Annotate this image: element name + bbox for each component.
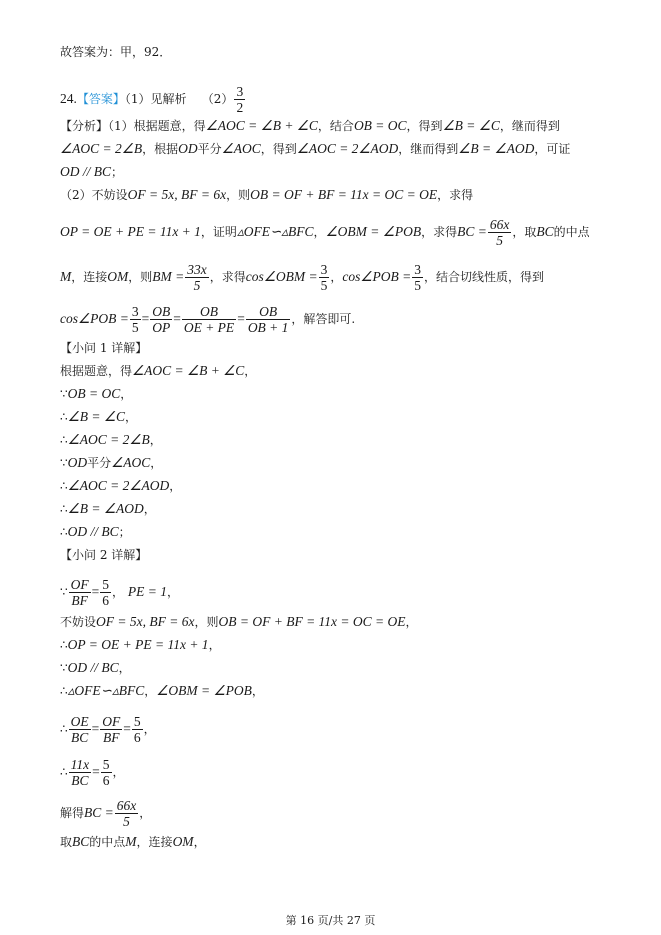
solution-line	[60, 478, 181, 494]
math: ∠AOC = 2∠B	[60, 141, 143, 156]
part2-label: （2）	[201, 92, 234, 106]
text: ，根据	[142, 142, 179, 156]
solution-line	[60, 637, 221, 653]
therefore-symbol: ∴	[60, 765, 68, 779]
fraction	[100, 714, 122, 745]
text: 解得	[60, 806, 85, 820]
text: ，	[124, 410, 137, 424]
equals: =	[141, 311, 150, 326]
because-symbol: ∵	[60, 387, 68, 401]
text: ，证明	[200, 225, 237, 239]
because-symbol: ∵	[60, 661, 68, 675]
math: BC =	[84, 805, 114, 820]
solution-line	[60, 524, 131, 540]
math: M	[125, 834, 137, 849]
text: ，连接	[71, 270, 108, 284]
fraction	[150, 304, 172, 335]
heading: 【小问 1 详解】	[60, 341, 148, 355]
heading: 【小问 2 详解】	[60, 548, 148, 562]
denominator: 6	[102, 773, 110, 788]
text: ；	[111, 165, 124, 179]
fraction	[412, 262, 423, 293]
denominator: BF	[71, 593, 88, 608]
analysis-line-5	[60, 217, 590, 248]
denominator: 5	[123, 814, 130, 829]
text: 平分	[87, 456, 112, 470]
therefore-symbol: ∴	[60, 479, 68, 493]
text: 故答案为：甲，92．	[60, 45, 172, 59]
math: OF = 5x, BF = 6x	[127, 187, 227, 202]
fraction	[69, 757, 92, 788]
math: OD	[67, 455, 88, 470]
text: 不妨设	[60, 615, 97, 629]
numerator: OB	[152, 304, 171, 319]
text: ，	[139, 806, 152, 820]
text: ，得到	[406, 119, 443, 133]
part1-answer: （1）见解析	[124, 92, 187, 106]
fraction	[185, 262, 209, 293]
because-symbol: ∵	[60, 585, 68, 599]
numerator: 33x	[187, 262, 207, 277]
numerator: 5	[102, 757, 110, 772]
text: ，	[193, 835, 206, 849]
text: ，	[244, 364, 257, 378]
denominator: BF	[103, 730, 120, 745]
analysis-line-6	[60, 262, 544, 293]
text: ，	[112, 585, 125, 599]
fraction	[115, 798, 139, 829]
solution-line	[60, 409, 137, 425]
page-footer: 第 16 页/共 27 页	[285, 914, 376, 927]
numerator: 66x	[116, 798, 137, 813]
math: PE = 1	[127, 584, 167, 599]
fraction	[234, 84, 245, 115]
denominator: 5	[131, 320, 139, 335]
text: 平分	[197, 142, 222, 156]
solution-line	[60, 714, 156, 745]
fraction	[69, 577, 91, 608]
solution-line	[60, 386, 132, 402]
numerator: 3	[320, 262, 328, 277]
math: OD // BC	[60, 164, 112, 179]
numerator: 5	[133, 714, 141, 729]
math: OM	[172, 834, 194, 849]
text: 取	[60, 835, 73, 849]
fraction	[319, 262, 330, 293]
solution-line	[60, 614, 418, 630]
text: ，	[313, 225, 326, 239]
text: ；	[118, 525, 131, 539]
therefore-symbol: ∴	[60, 525, 68, 539]
solution-line	[60, 683, 264, 699]
numerator: 5	[102, 577, 110, 592]
solution-line	[60, 501, 156, 517]
math: OF = 5x, BF = 6x	[96, 614, 195, 629]
math: ∠AOC = ∠B + ∠C	[132, 363, 245, 378]
text: ，求得	[437, 188, 474, 202]
therefore-symbol: ∴	[60, 410, 68, 424]
denominator: BC	[71, 773, 89, 788]
text: 的中点	[553, 225, 590, 239]
text: ，求得	[421, 225, 458, 239]
text: ，	[405, 615, 418, 629]
because-symbol: ∵	[60, 456, 68, 470]
fraction	[488, 217, 512, 248]
text: ，则	[226, 188, 251, 202]
denominator: 6	[102, 593, 110, 608]
denominator: 5	[496, 233, 504, 248]
text: ，	[144, 684, 157, 698]
solution-line	[60, 834, 206, 850]
fraction	[182, 304, 236, 335]
math: cos∠OBM =	[245, 269, 318, 284]
text: ，	[150, 456, 163, 470]
math: ∠B = ∠C	[442, 118, 500, 133]
math: OB = OF + BF = 11x = OC = OE	[218, 614, 406, 629]
fraction	[100, 577, 111, 608]
numerator: OB	[246, 304, 291, 320]
section-heading-part2	[60, 547, 147, 563]
therefore-symbol: ∴	[60, 684, 68, 698]
denominator: 6	[133, 730, 141, 745]
math: M	[60, 269, 72, 284]
math: ∠B = ∠AOD	[458, 141, 535, 156]
denominator: 5	[414, 278, 421, 293]
numerator: OE	[70, 714, 89, 729]
math: cos∠POB =	[342, 269, 412, 284]
numerator: 3	[236, 84, 244, 99]
fraction	[246, 304, 291, 335]
solution-line	[60, 798, 151, 829]
text: ，	[208, 638, 221, 652]
numerator: 66x	[489, 217, 510, 232]
text: ，解答即可.	[291, 312, 356, 326]
text: ，	[143, 722, 156, 736]
analysis-line-2	[60, 141, 570, 157]
solution-line	[60, 363, 256, 379]
math: ∠AOC = 2∠B	[67, 432, 150, 447]
math: ∠AOC = 2∠AOD	[296, 141, 399, 156]
therefore-symbol: ∴	[60, 502, 68, 516]
math: OD // BC	[67, 524, 119, 539]
text: ，取	[512, 225, 537, 239]
equals: =	[237, 311, 245, 326]
text: ，	[330, 270, 343, 284]
fraction	[69, 714, 91, 745]
math: OP = OE + PE = 11x + 1	[60, 224, 201, 239]
text: 【分析】（1）根据题意，得	[60, 119, 206, 133]
math: BC =	[457, 224, 487, 239]
text: ，	[251, 684, 264, 698]
solution-line	[60, 757, 125, 788]
denominator: OE + PE	[183, 320, 235, 335]
text: ，继而得到	[499, 119, 560, 133]
numerator: OB	[182, 304, 236, 320]
math: ∠OBM = ∠POB	[325, 224, 422, 239]
denominator: BC	[71, 730, 89, 745]
text: 的中点	[89, 835, 126, 849]
math: ∠OBM = ∠POB	[156, 683, 252, 698]
answer-tag: 【答案】	[76, 92, 125, 106]
therefore-symbol: ∴	[60, 433, 68, 447]
solution-line	[60, 455, 162, 471]
text: ，可证	[534, 142, 571, 156]
denominator: OB + 1	[247, 320, 289, 335]
analysis-line-3	[60, 164, 123, 180]
text: ，则	[194, 615, 219, 629]
text: ，结合切线性质，得到	[423, 270, 544, 284]
text: ，	[120, 387, 133, 401]
math: OP = OE + PE = 11x + 1	[67, 637, 209, 652]
math: OB = OF + BF = 11x = OC = OE	[250, 187, 438, 202]
math: ∠AOC = ∠B + ∠C	[205, 118, 318, 133]
text: ，结合	[317, 119, 354, 133]
numerator: OF	[70, 577, 89, 592]
answer-conclusion	[60, 44, 171, 60]
math: ▵OFE∽▵BFC	[67, 683, 145, 698]
solution-line	[60, 660, 131, 676]
text: ，则	[128, 270, 153, 284]
math: ∠AOC	[221, 141, 261, 156]
math: OD // BC	[67, 660, 119, 675]
math: ∠AOC	[111, 455, 151, 470]
equals: =	[91, 584, 100, 599]
question-number: 24.	[60, 91, 77, 106]
text: ，求得	[209, 270, 246, 284]
text: 根据题意，得	[60, 364, 133, 378]
equals: =	[91, 721, 100, 736]
therefore-symbol: ∴	[60, 638, 68, 652]
analysis-line-4	[60, 187, 473, 203]
equals: =	[173, 311, 181, 326]
analysis-line-1	[60, 118, 560, 134]
numerator: 3	[414, 262, 421, 277]
question-24-answer	[60, 84, 246, 115]
math: cos∠POB =	[60, 311, 129, 326]
solution-line	[60, 577, 179, 608]
denominator: OP	[152, 320, 171, 335]
text: ，继而得到	[398, 142, 459, 156]
math: BM =	[152, 269, 185, 284]
denominator: 2	[236, 100, 244, 115]
math: OB = OC	[67, 386, 121, 401]
text: （2）不妨设	[60, 188, 128, 202]
text: ，	[118, 661, 131, 675]
math: OM	[107, 269, 129, 284]
therefore-symbol: ∴	[60, 722, 68, 736]
text: ，得到	[260, 142, 297, 156]
numerator: OF	[102, 714, 121, 729]
fraction	[130, 304, 141, 335]
equals: =	[92, 764, 100, 779]
math: OD	[178, 141, 198, 156]
solution-line	[60, 432, 162, 448]
text: ，连接	[136, 835, 173, 849]
fraction	[132, 714, 143, 745]
fraction	[101, 757, 112, 788]
numerator: 11x	[70, 757, 90, 772]
text: ，	[143, 502, 156, 516]
math: ∠B = ∠C	[67, 409, 125, 424]
analysis-line-7	[60, 304, 355, 335]
denominator: 5	[193, 278, 201, 293]
math: ∠AOC = 2∠AOD	[67, 478, 170, 493]
text: ，	[149, 433, 162, 447]
denominator: 5	[320, 278, 328, 293]
numerator: 3	[131, 304, 139, 319]
math: ▵OFE∽▵BFC	[236, 224, 314, 239]
text: ，	[112, 765, 125, 779]
math: ∠B = ∠AOD	[67, 501, 144, 516]
math: BC	[536, 224, 554, 239]
text: ，	[169, 479, 182, 493]
math: BC	[72, 834, 90, 849]
text: ，	[166, 585, 179, 599]
equals: =	[123, 721, 131, 736]
section-heading-part1	[60, 340, 147, 356]
math: OB = OC	[353, 118, 407, 133]
